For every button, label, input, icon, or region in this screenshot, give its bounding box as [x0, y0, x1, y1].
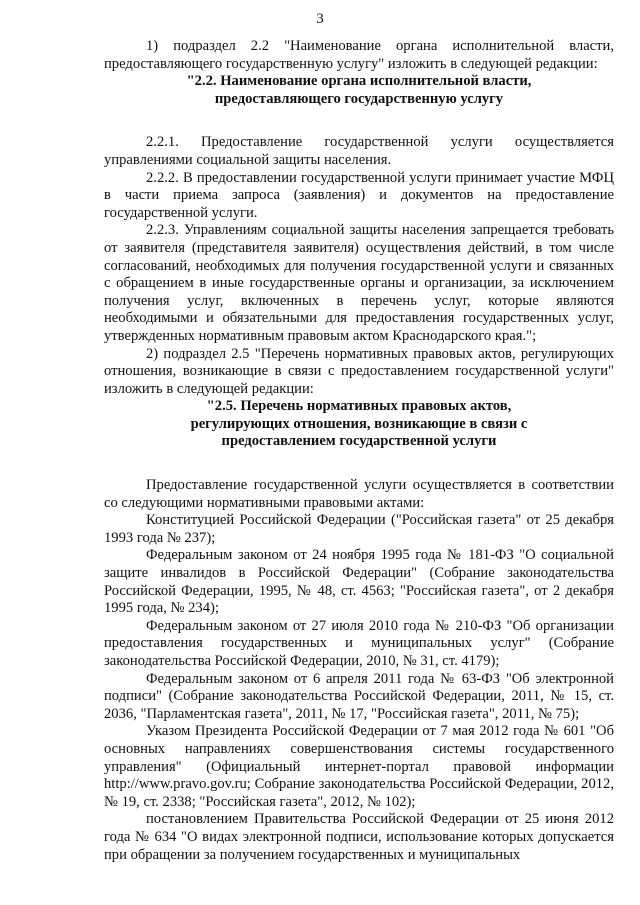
paragraph-resolution-634: постановлением Правительства Российской Федерации от 25 июня 2012 года № 634 "О видах электронной подписи, использование которых допускается при обращении за получением государственных и муниципальных — [104, 811, 614, 863]
paragraph-2-2-2: 2.2.2. В предоставлении государственной услуги принимает участие МФЦ в части приема запроса (заявления) и документов на предоставление государственной услуги. — [104, 169, 614, 221]
paragraph-law-210-fz: Федеральным законом от 27 июля 2010 года № 210-ФЗ "Об организации предоставления государственных и муниципальных услуг" (Собрание законодательства Российской Федерации, 2010, № 31, ст. 4179); — [104, 617, 614, 669]
heading-2-5 — [104, 398, 614, 451]
paragraph-decree-601: Указом Президента Российской Федерации от 7 мая 2012 года № 601 "Об основных направлениях совершенствования системы государственного управления" (Официальный интернет-портал правовой информации http://www.pravo.gov.ru; Собрание законодательства Российской Федерации, 2012, № 19, ст. 2338; "Российская газета", 2012, № 102); — [104, 723, 614, 810]
heading-2-5-line-1: "2.5. Перечень нормативных правовых актов, — [206, 398, 512, 415]
paragraph-2-2-3: 2.2.3. Управлениям социальной защиты населения запрещается требовать от заявителя (представителя заявителя) осуществления действий, в том числе согласований, необходимых для получения государственной услуги и связанных с обращением в иные государственные органы и организации, за исключением получения услуг, включенных в перечень услуг, которые являются необходимыми и обязательными для предоставления государственных услуг, утвержденных нормативным правовым актом Краснодарского края."; — [104, 222, 614, 344]
paragraph-subsection-2-5-intro: 2) подраздел 2.5 "Перечень нормативных правовых актов, регулирующих отношения, возникающие в связи с предоставлением государственной услуги" изложить в следующей редакции: — [104, 345, 614, 397]
heading-2-5-line-3: предоставлением государственной услуги — [221, 433, 497, 450]
heading-2-2 — [104, 73, 614, 108]
page-number: 3 — [316, 11, 324, 27]
paragraph-subsection-2-2-intro: 1) подраздел 2.2 "Наименование органа исполнительной власти, предоставляющего государственную услугу" изложить в следующей редакции: — [104, 38, 614, 72]
heading-2-5-line-2: регулирующих отношения, возникающие в связи с — [190, 415, 528, 432]
heading-2-2-line-2: предоставляющего государственную услугу — [214, 90, 504, 107]
paragraph-2-2-1: 2.2.1. Предоставление государственной услуги осуществляется управлениями социальной защиты населения. — [104, 134, 614, 168]
paragraph-legal-acts-intro: Предоставление государственной услуги осуществляется в соответствии со следующими нормативными правовыми актами: — [104, 477, 614, 511]
heading-2-2-line-1: "2.2. Наименование органа исполнительной власти, — [186, 73, 532, 90]
paragraph-law-63-fz: Федеральным законом от 6 апреля 2011 года № 63-ФЗ "Об электронной подписи" (Собрание законодательства Российской Федерации, 2011, № 15, ст. 2036, "Парламентская газета", 2011, № 17, "Российская газета", 2011, № 75); — [104, 670, 614, 722]
paragraph-constitution: Конституцией Российской Федерации ("Российская газета" от 25 декабря 1993 года № 237); — [104, 512, 614, 546]
document-body — [104, 38, 614, 864]
paragraph-law-181-fz: Федеральным законом от 24 ноября 1995 года № 181-ФЗ "О социальной защите инвалидов в Российской Федерации" (Собрание законодательства Российской Федерации, 1995, № 48, ст. 4563; "Российская газета", от 2 декабря 1995 года, № 234); — [104, 547, 614, 617]
